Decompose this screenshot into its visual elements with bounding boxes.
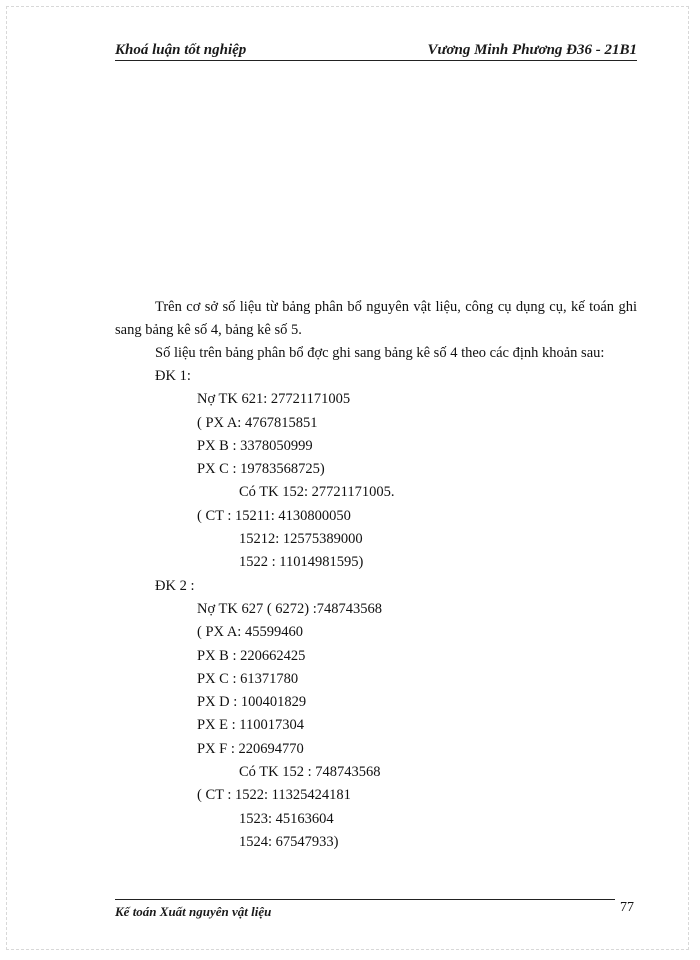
entry-line: PX E : 110017304 xyxy=(197,717,305,734)
entry-line: Có TK 152: 27721171005. xyxy=(239,484,395,501)
entry-line: PX C : 19783568725) xyxy=(197,461,325,478)
header-left: Khoá luận tốt nghiệp xyxy=(115,42,247,58)
entry-heading: ĐK 1: xyxy=(155,368,191,384)
entry-line: ( PX A: 4767815851 xyxy=(197,414,318,431)
entry-line: 15212: 12575389000 xyxy=(239,531,363,548)
paragraph: Số liệu trên bảng phân bổ đợc ghi sang bảng kê số 4 theo các định khoản sau: xyxy=(155,345,605,361)
entry-line: PX F : 220694770 xyxy=(197,740,304,757)
entry-line: Nợ TK 621: 27721171005 xyxy=(197,391,351,408)
entry-line: PX B : 3378050999 xyxy=(197,437,313,454)
entry-line: ( CT : 1522: 11325424181 xyxy=(197,787,351,804)
entry-line: PX C : 61371780 xyxy=(197,670,299,687)
entry-line: 1522 : 11014981595) xyxy=(239,554,364,571)
footer-rule xyxy=(115,899,615,900)
entry-line: ( PX A: 45599460 xyxy=(197,624,303,641)
entry-line: PX D : 100401829 xyxy=(197,694,307,711)
entry-line: PX B : 220662425 xyxy=(197,647,306,664)
header-rule xyxy=(115,60,637,61)
header-right: Vương Minh Phương Đ36 - 21B1 xyxy=(427,42,637,58)
entry-line: 1524: 67547933) xyxy=(239,833,339,850)
entry-line: ( CT : 15211: 4130800050 xyxy=(197,507,351,524)
page-number: 77 xyxy=(620,900,634,915)
entry-line: Có TK 152 : 748743568 xyxy=(239,764,381,781)
entry-line: 1523: 45163604 xyxy=(239,810,334,827)
entry-line: Nợ TK 627 ( 6272) :748743568 xyxy=(197,600,383,617)
page-footer: Kế toán Xuất nguyên vật liệu xyxy=(115,904,272,919)
paragraph: Trên cơ sở số liệu từ bảng phân bổ nguyên vật liệu, công cụ dụng cụ, kế toán ghi sang bảng kê số 4, bảng kê số 5. xyxy=(115,299,637,338)
entry-heading: ĐK 2 : xyxy=(155,577,195,594)
body-text xyxy=(115,296,637,854)
